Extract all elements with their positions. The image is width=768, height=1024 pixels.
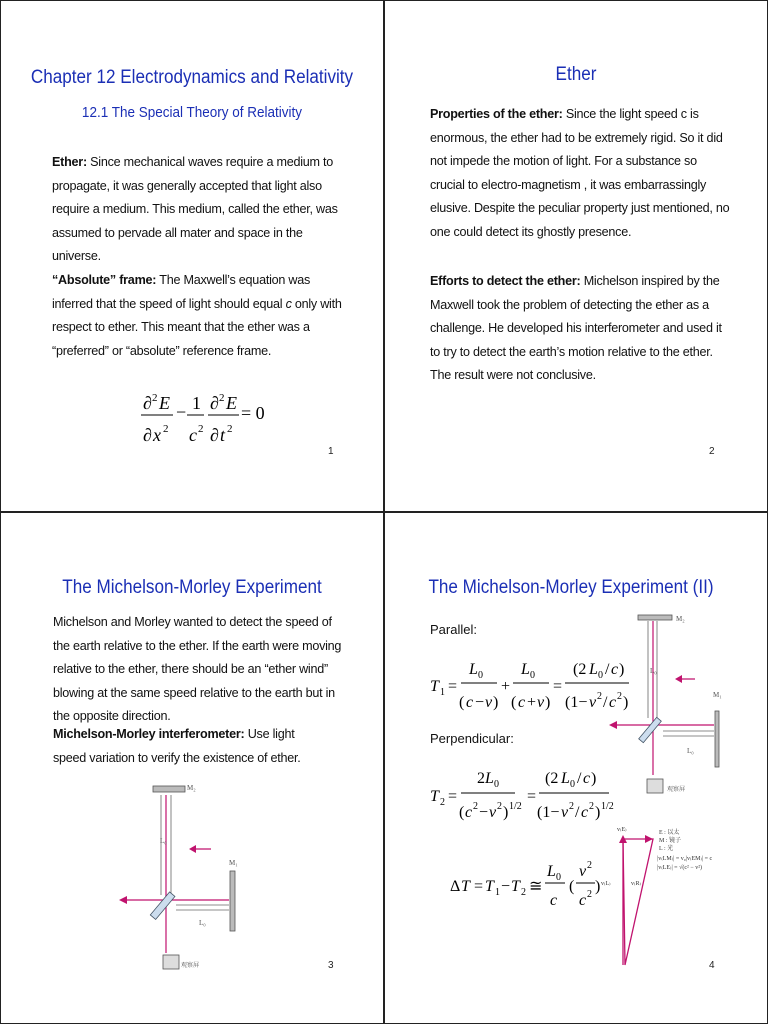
efforts-heading: Efforts to detect the ether: [430, 274, 581, 288]
svg-text:T: T [461, 878, 470, 895]
svg-text:/: / [603, 694, 608, 711]
svg-text:): ) [493, 694, 499, 711]
svg-text:T: T [430, 788, 439, 805]
slide-1 [0, 0, 384, 512]
svg-text:(2: (2 [573, 661, 587, 678]
svg-text:L₀: L₀ [199, 919, 206, 927]
svg-text:2: 2 [152, 392, 158, 404]
svg-text:): ) [619, 661, 625, 678]
svg-text:v: v [561, 804, 569, 821]
svg-text:c: c [579, 892, 587, 909]
svg-text:2: 2 [477, 770, 485, 787]
properties-heading: Properties of the ether: [430, 107, 563, 121]
svg-text:∂: ∂ [210, 393, 219, 413]
svg-text:(: ( [569, 878, 575, 895]
slide-title: The Michelson-Morley Experiment [62, 577, 322, 598]
efforts-paragraph [430, 270, 730, 388]
svg-text:0: 0 [598, 670, 603, 681]
svg-text:T: T [430, 678, 439, 695]
absolute-frame-heading: “Absolute” frame: [52, 273, 157, 287]
svg-text:∂: ∂ [143, 393, 152, 413]
svg-text:0: 0 [556, 872, 561, 883]
svg-text:|v₍LM₎| = v₀|v₍EM₎| = c: |v₍LM₎| = v₀|v₍EM₎| = c [657, 856, 713, 862]
svg-text:E : 以太: E : 以太 [659, 830, 680, 836]
svg-text:): ) [591, 770, 597, 787]
svg-text:2: 2 [227, 423, 233, 435]
svg-text:2: 2 [587, 889, 592, 900]
parallel-label: Parallel: [430, 622, 477, 637]
svg-text:∂: ∂ [210, 425, 219, 445]
svg-text:): ) [545, 694, 551, 711]
interferometer-diagram [1, 513, 384, 1024]
svg-text:1: 1 [440, 687, 445, 698]
svg-text:/: / [605, 661, 610, 678]
svg-text:c: c [189, 425, 197, 445]
ether-heading: Ether: [52, 155, 87, 169]
slide-4 [384, 512, 768, 1024]
svg-text:T: T [511, 878, 520, 895]
absolute-frame-text-1: The Maxwell’s equation was inferred that the speed of light should equal [52, 273, 311, 311]
svg-text:L₀: L₀ [160, 837, 167, 845]
svg-text:0: 0 [530, 670, 535, 681]
slide-title: Chapter 12 Electrodynamics and Relativity [30, 67, 354, 88]
svg-text:+: + [527, 694, 537, 711]
svg-text:−: − [475, 694, 485, 711]
svg-text:2: 2 [587, 860, 592, 871]
svg-text:1: 1 [192, 393, 201, 413]
svg-text:v: v [579, 863, 587, 880]
svg-text:=: = [553, 678, 563, 695]
svg-text:L: L [561, 770, 570, 787]
svg-text:L : 光: L : 光 [659, 846, 674, 852]
svg-text:x: x [153, 425, 161, 445]
svg-text:E: E [159, 393, 170, 413]
properties-paragraph [430, 103, 730, 244]
svg-text:/: / [577, 770, 582, 787]
svg-text:M : 镜子: M : 镜子 [659, 838, 682, 844]
svg-text:1: 1 [495, 887, 500, 898]
slide-3 [0, 512, 384, 1024]
svg-text:2: 2 [473, 801, 478, 812]
svg-text:= 0: = 0 [241, 403, 265, 423]
svg-text:c: c [518, 694, 526, 711]
page-number: 3 [328, 960, 334, 971]
svg-text:v: v [589, 694, 597, 711]
svg-text:−: − [501, 878, 511, 895]
svg-text:): ) [623, 694, 629, 711]
svg-text:观察屏: 观察屏 [667, 787, 686, 793]
intro-paragraph: Michelson and Morley wanted to detect the speed of the earth relative to the ether. If the earth were moving relative to the ether, there should be an “ether wind” blowing at the same speed relative to the earth but in the opposite direction. [53, 615, 342, 723]
svg-text:L: L [485, 770, 494, 787]
svg-text:(: ( [459, 804, 465, 821]
svg-text:L: L [547, 863, 556, 880]
slide-2 [384, 0, 768, 512]
svg-text:=: = [448, 788, 458, 805]
svg-text:M₁: M₁ [229, 859, 238, 867]
wave-equation [1, 1, 384, 512]
slide-title: Ether [555, 64, 597, 85]
svg-text:c: c [611, 661, 619, 678]
absolute-frame-text-2: only with respect to ether. This meant that the ether was a “preferred” or “absolute” reference frame. [52, 296, 342, 358]
svg-text:2: 2 [440, 797, 445, 808]
mirror-m2 [153, 786, 185, 792]
perpendicular-label: Perpendicular: [430, 731, 514, 746]
svg-text:2: 2 [589, 801, 594, 812]
slide-subtitle: 12.1 The Special Theory of Relativity [81, 104, 303, 121]
properties-text: Since the light speed c is enormous, the ether had to be extremely rigid. So it did not impede the motion of light. For a substance so crucial to electro-magnetism , it was embarrassingly elusive. Despite the peculiar property just mentioned, no one could detect its ghostly presence. [430, 107, 730, 239]
svg-text:=: = [527, 788, 537, 805]
svg-text:1/2: 1/2 [601, 801, 614, 812]
svg-text:2: 2 [569, 801, 574, 812]
svg-text:c: c [550, 892, 558, 909]
svg-text:+: + [501, 678, 511, 695]
svg-text:2: 2 [163, 423, 169, 435]
svg-text:(1−: (1− [565, 694, 588, 711]
svg-text:|v₍LE₎| = √(c² − v²): |v₍LE₎| = √(c² − v²) [657, 865, 702, 871]
mirror-m1 [230, 871, 235, 931]
svg-text:(1−: (1− [537, 804, 560, 821]
svg-text:M₂: M₂ [676, 615, 685, 623]
svg-text:v₍R₎: v₍R₎ [631, 881, 641, 887]
svg-text:2: 2 [219, 392, 225, 404]
svg-text:2: 2 [198, 423, 204, 435]
svg-text:L: L [589, 661, 598, 678]
svg-text:c: c [583, 770, 591, 787]
svg-text:v: v [489, 804, 497, 821]
svg-text:): ) [595, 804, 601, 821]
svg-text:): ) [595, 878, 601, 895]
svg-text:0: 0 [494, 779, 499, 790]
svg-text:Δ: Δ [450, 878, 461, 895]
svg-text:c: c [609, 694, 617, 711]
velocity-triangle [385, 513, 768, 1024]
svg-text:2: 2 [617, 691, 622, 702]
svg-text:v: v [485, 694, 493, 711]
page-number: 1 [328, 446, 334, 457]
svg-text:=: = [448, 678, 458, 695]
svg-text:v₍E₎: v₍E₎ [617, 827, 627, 833]
ether-text: Since mechanical waves require a medium to propagate, it was generally accepted that light also require a medium. This medium, called the ether, was assumed to pervade all mater and space in the universe. [52, 155, 338, 263]
svg-text:∂: ∂ [143, 425, 152, 445]
svg-text:≅: ≅ [529, 878, 543, 895]
page-number: 4 [709, 960, 715, 971]
svg-text:t: t [220, 425, 226, 445]
svg-text:c: c [465, 804, 473, 821]
svg-text:观察屏: 观察屏 [181, 963, 200, 969]
interferometer-heading: Michelson-Morley interferometer: [53, 727, 245, 741]
svg-text:1/2: 1/2 [509, 801, 522, 812]
svg-text:−: − [176, 402, 187, 422]
svg-text:2: 2 [497, 801, 502, 812]
page-number: 2 [709, 446, 715, 457]
efforts-text: Michelson inspired by the Maxwell took the problem of detecting the ether as a challenge. He developed his interferometer and used it to try to detect the earth’s motion relative to the ether. The result were not conclusive. [430, 274, 722, 382]
svg-text:L₀: L₀ [650, 667, 657, 675]
svg-text:L: L [469, 661, 478, 678]
svg-text:M₁: M₁ [713, 691, 722, 699]
svg-text:(: ( [459, 694, 465, 711]
svg-text:M₂: M₂ [187, 784, 196, 792]
svg-text:2: 2 [521, 887, 526, 898]
svg-text:): ) [503, 804, 509, 821]
slide-title: The Michelson-Morley Experiment (II) [428, 577, 714, 598]
svg-text:v: v [537, 694, 545, 711]
detector [163, 955, 179, 969]
interferometer-text: Use light speed variation to verify the existence of ether. [53, 727, 301, 765]
svg-text:(: ( [511, 694, 517, 711]
svg-text:/: / [575, 804, 580, 821]
svg-text:2: 2 [597, 691, 602, 702]
svg-text:0: 0 [478, 670, 483, 681]
svg-text:c: c [581, 804, 589, 821]
absolute-frame-c: c [285, 296, 292, 311]
beam-splitter [150, 892, 175, 919]
svg-text:E: E [226, 393, 237, 413]
svg-text:0: 0 [570, 779, 575, 790]
svg-text:c: c [466, 694, 474, 711]
svg-text:T: T [485, 878, 494, 895]
svg-text:−: − [479, 804, 489, 821]
svg-text:L: L [521, 661, 530, 678]
svg-text:L₀: L₀ [687, 747, 694, 755]
svg-text:=: = [474, 878, 484, 895]
svg-text:(2: (2 [545, 770, 559, 787]
svg-text:v₍L₎: v₍L₎ [601, 881, 611, 887]
